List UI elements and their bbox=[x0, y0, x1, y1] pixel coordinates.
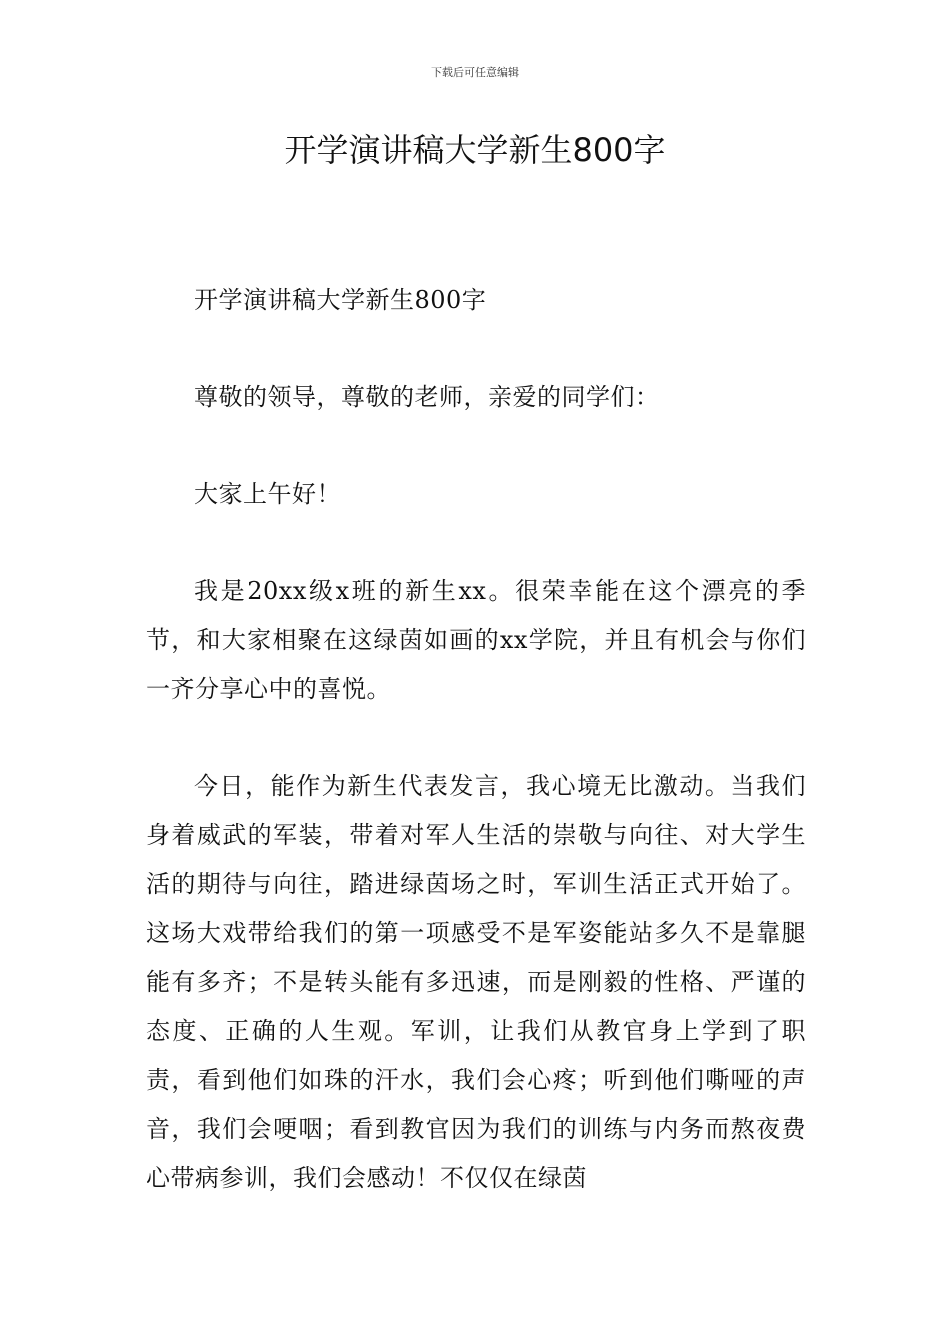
paragraph-greeting: 大家上午好！ bbox=[194, 480, 341, 508]
paragraph-subtitle: 开学演讲稿大学新生800字 bbox=[194, 286, 487, 314]
header-note: 下载后可任意编辑 bbox=[431, 66, 519, 79]
paragraph-introduction: 我是20xx级x班的新生xx。很荣幸能在这个漂亮的季节，和大家相聚在这绿茵如画的xx学院，并且有机会与你们一齐分享心中的喜悦。 bbox=[146, 577, 806, 703]
paragraph-salutation: 尊敬的领导，尊敬的老师，亲爱的同学们： bbox=[194, 383, 660, 411]
paragraph-military-training: 今日，能作为新生代表发言，我心境无比激动。当我们身着威武的军装，带着对军人生活的崇敬与向往、对大学生活的期待与向往，踏进绿茵场之时，军训生活正式开始了。这场大戏带给我们的第一项感受不是军姿能站多久不是靠腿能有多齐；不是转头能有多迅速，而是刚毅的性格、严谨的态度、正确的人生观。军训，让我们从教官身上学到了职责，看到他们如珠的汗水，我们会心疼；听到他们嘶哑的声音，我们会哽咽；看到教官因为我们的训练与内务而熬夜费心带病参训，我们会感动！不仅仅在绿茵 bbox=[146, 772, 806, 1192]
document-body bbox=[146, 276, 806, 1251]
document-title: 开学演讲稿大学新生800字 bbox=[284, 131, 666, 169]
